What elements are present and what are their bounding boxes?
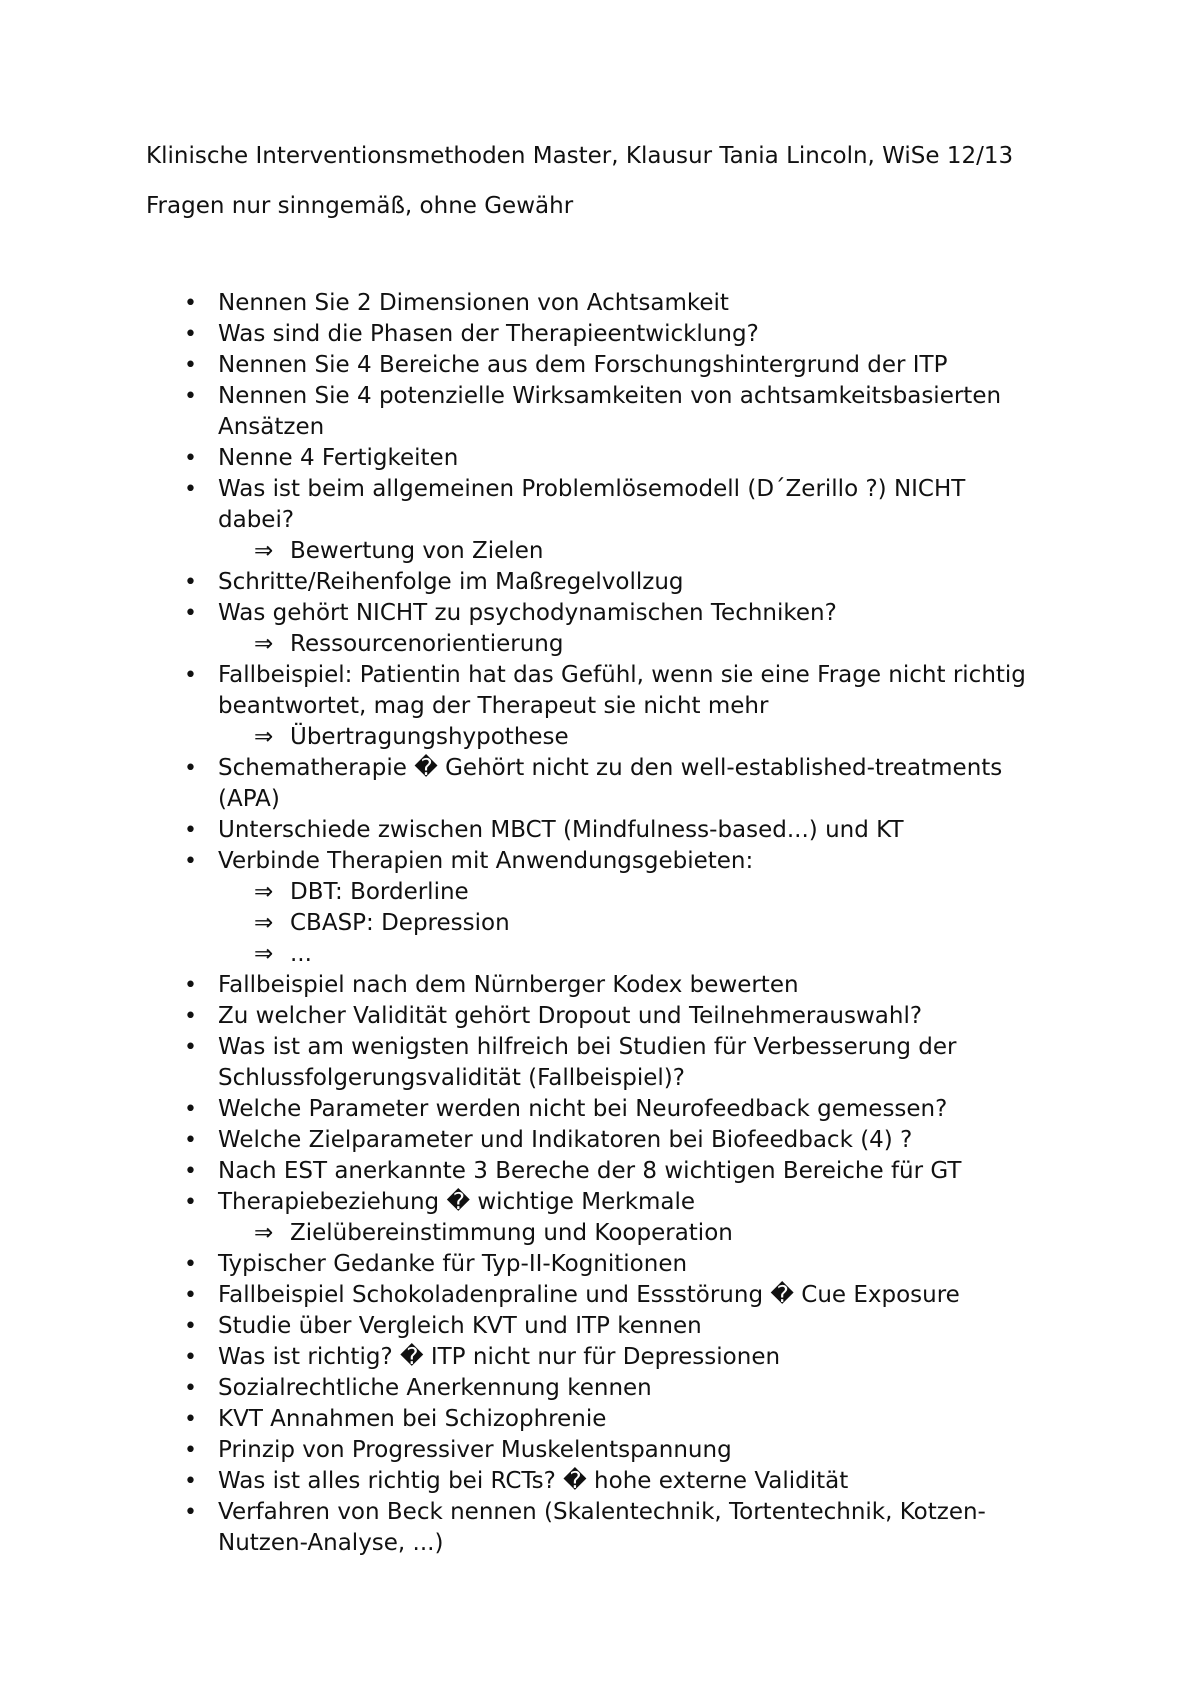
question-item bbox=[146, 474, 1046, 567]
question-text: Welche Zielparameter und Indikatoren bei Biofeedback (4) ? bbox=[218, 1127, 913, 1153]
question-text: Verbinde Therapien mit Anwendungsgebieten: bbox=[218, 848, 754, 874]
question-text: Welche Parameter werden nicht bei Neurofeedback gemessen? bbox=[218, 1096, 948, 1122]
arrow-icon: ⇒ bbox=[254, 538, 274, 564]
question-item bbox=[146, 1032, 1046, 1094]
answer-text: Bewertung von Zielen bbox=[290, 538, 544, 564]
answer-text: ... bbox=[290, 941, 312, 967]
answer-item bbox=[218, 877, 1046, 908]
document-header bbox=[146, 140, 1146, 222]
question-item bbox=[146, 1497, 1046, 1559]
answer-text: DBT: Borderline bbox=[290, 879, 469, 905]
question-item bbox=[146, 815, 1046, 846]
question-text: Was ist am wenigsten hilfreich bei Studien für Verbesserung der Schlussfolgerungsvalidität (Fallbeispiel)? bbox=[218, 1034, 957, 1091]
arrow-icon: ⇒ bbox=[254, 941, 274, 967]
document-title: Klinische Interventionsmethoden Master, Klausur Tania Lincoln, WiSe 12/13 bbox=[146, 143, 1014, 169]
question-item bbox=[146, 567, 1046, 598]
question-item bbox=[146, 381, 1046, 443]
question-text: KVT Annahmen bei Schizophrenie bbox=[218, 1406, 607, 1432]
answer-list bbox=[218, 877, 1046, 970]
question-text: Sozialrechtliche Anerkennung kennen bbox=[218, 1375, 652, 1401]
question-text: Typischer Gedanke für Typ-II-Kognitionen bbox=[218, 1251, 688, 1277]
answer-text: Zielübereinstimmung und Kooperation bbox=[290, 1220, 733, 1246]
question-text: Schematherapie � Gehört nicht zu den well-established-treatments (APA) bbox=[218, 755, 1003, 812]
question-list bbox=[146, 288, 1046, 1559]
answer-list bbox=[218, 629, 1046, 660]
question-text: Nennen Sie 4 potenzielle Wirksamkeiten von achtsamkeitsbasierten Ansätzen bbox=[218, 383, 1002, 440]
question-text: Schritte/Reihenfolge im Maßregelvollzug bbox=[218, 569, 684, 595]
question-item bbox=[146, 846, 1046, 970]
question-item bbox=[146, 1404, 1046, 1435]
question-item bbox=[146, 1001, 1046, 1032]
answer-item bbox=[218, 722, 1046, 753]
question-text: Zu welcher Validität gehört Dropout und Teilnehmerauswahl? bbox=[218, 1003, 923, 1029]
answer-item bbox=[218, 629, 1046, 660]
question-text: Was ist richtig? � ITP nicht nur für Depressionen bbox=[218, 1344, 781, 1370]
question-text: Fallbeispiel nach dem Nürnberger Kodex bewerten bbox=[218, 972, 799, 998]
question-text: Nennen Sie 2 Dimensionen von Achtsamkeit bbox=[218, 290, 729, 316]
answer-item bbox=[218, 536, 1046, 567]
question-item bbox=[146, 1435, 1046, 1466]
question-item bbox=[146, 1094, 1046, 1125]
question-item bbox=[146, 350, 1046, 381]
question-item bbox=[146, 1187, 1046, 1249]
question-text: Was ist alles richtig bei RCTs? � hohe externe Validität bbox=[218, 1468, 849, 1494]
answer-text: CBASP: Depression bbox=[290, 910, 510, 936]
question-item bbox=[146, 970, 1046, 1001]
answer-item bbox=[218, 1218, 1046, 1249]
question-item bbox=[146, 288, 1046, 319]
document-subtitle: Fragen nur sinngemäß, ohne Gewähr bbox=[146, 193, 574, 219]
question-text: Verfahren von Beck nennen (Skalentechnik, Tortentechnik, Kotzen-Nutzen-Analyse, ...) bbox=[218, 1499, 986, 1556]
question-text: Nennen Sie 4 Bereiche aus dem Forschungshintergrund der ITP bbox=[218, 352, 948, 378]
question-item bbox=[146, 1249, 1046, 1280]
question-text: Fallbeispiel Schokoladenpraline und Essstörung � Cue Exposure bbox=[218, 1282, 960, 1308]
question-item bbox=[146, 1125, 1046, 1156]
arrow-icon: ⇒ bbox=[254, 910, 274, 936]
question-text: Nenne 4 Fertigkeiten bbox=[218, 445, 459, 471]
question-text: Unterschiede zwischen MBCT (Mindfulness-based...) und KT bbox=[218, 817, 904, 843]
question-text: Was gehört NICHT zu psychodynamischen Techniken? bbox=[218, 600, 837, 626]
question-text: Fallbeispiel: Patientin hat das Gefühl, wenn sie eine Frage nicht richtig beantwortet, mag der Therapeut sie nicht mehr bbox=[218, 662, 1026, 719]
question-text: Therapiebeziehung � wichtige Merkmale bbox=[218, 1189, 696, 1215]
question-text: Was sind die Phasen der Therapieentwicklung? bbox=[218, 321, 759, 347]
question-text: Prinzip von Progressiver Muskelentspannung bbox=[218, 1437, 732, 1463]
arrow-icon: ⇒ bbox=[254, 724, 274, 750]
answer-text: Ressourcenorientierung bbox=[290, 631, 564, 657]
question-text: Nach EST anerkannte 3 Bereche der 8 wichtigen Bereiche für GT bbox=[218, 1158, 962, 1184]
question-item bbox=[146, 1466, 1046, 1497]
answer-item bbox=[218, 939, 1046, 970]
question-item bbox=[146, 660, 1046, 753]
question-item bbox=[146, 443, 1046, 474]
arrow-icon: ⇒ bbox=[254, 879, 274, 905]
arrow-icon: ⇒ bbox=[254, 1220, 274, 1246]
arrow-icon: ⇒ bbox=[254, 631, 274, 657]
question-item bbox=[146, 1311, 1046, 1342]
answer-list bbox=[218, 1218, 1046, 1249]
question-item bbox=[146, 319, 1046, 350]
answer-list bbox=[218, 536, 1046, 567]
question-text: Studie über Vergleich KVT und ITP kennen bbox=[218, 1313, 702, 1339]
question-item bbox=[146, 598, 1046, 660]
answer-text: Übertragungshypothese bbox=[290, 724, 569, 750]
question-text: Was ist beim allgemeinen Problemlösemodell (D´Zerillo ?) NICHT dabei? bbox=[218, 476, 966, 533]
answer-list bbox=[218, 722, 1046, 753]
question-item bbox=[146, 1342, 1046, 1373]
question-item bbox=[146, 753, 1046, 815]
question-item bbox=[146, 1280, 1046, 1311]
answer-item bbox=[218, 908, 1046, 939]
question-item bbox=[146, 1156, 1046, 1187]
question-item bbox=[146, 1373, 1046, 1404]
